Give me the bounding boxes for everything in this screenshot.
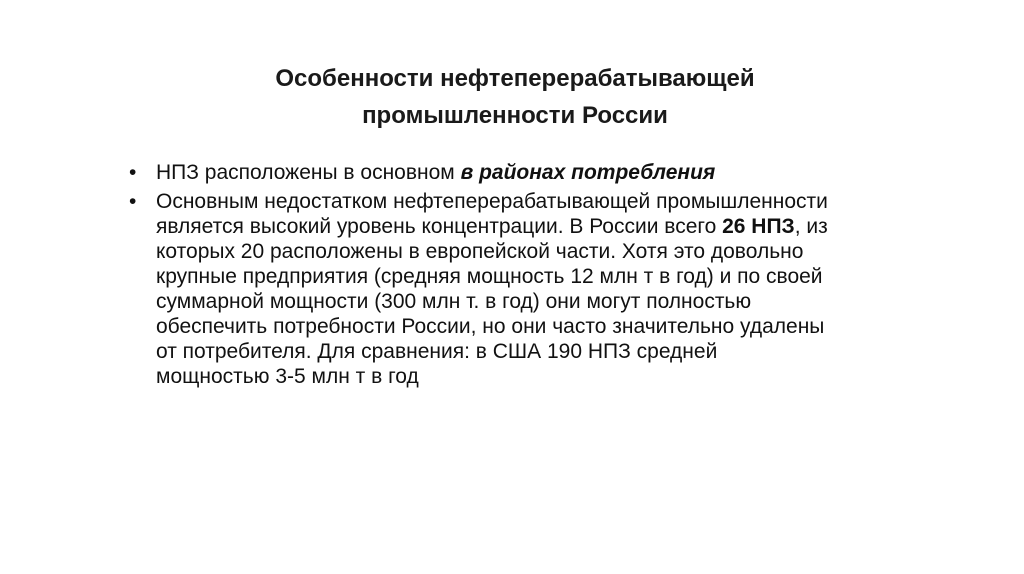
slide-title-line-1: Особенности нефтеперерабатывающей — [275, 65, 755, 92]
bullet-emphasis: в районах потребления — [460, 161, 716, 184]
bullet-text: Основным недостатком нефтеперерабатывающей промышленности является высокий уровень концентрации. В России всего — [156, 190, 828, 238]
bullet-dot-icon: • — [129, 190, 137, 213]
bullet-list — [128, 160, 828, 389]
bullet-bold-count: 26 НПЗ — [722, 215, 795, 238]
slide-title — [120, 60, 910, 134]
bullet-item-location — [128, 160, 828, 185]
bullet-text: НПЗ расположены в основном — [156, 161, 461, 184]
slide-title-line-2: промышленности России — [362, 102, 668, 129]
bullet-item-concentration — [128, 189, 828, 389]
bullet-text-continued: , из которых 20 расположены в европейской части. Хотя это довольно крупные предприятия (средняя мощность 12 млн т в год) и по своей суммарной мощности (300 млн т. в год) они могут полностью обеспечить потребности России, но они часто значительно удалены от потребителя. Для сравнения: в США 190 НПЗ средней мощностью 3-5 млн т в год — [156, 215, 828, 388]
bullet-dot-icon: • — [129, 161, 137, 184]
